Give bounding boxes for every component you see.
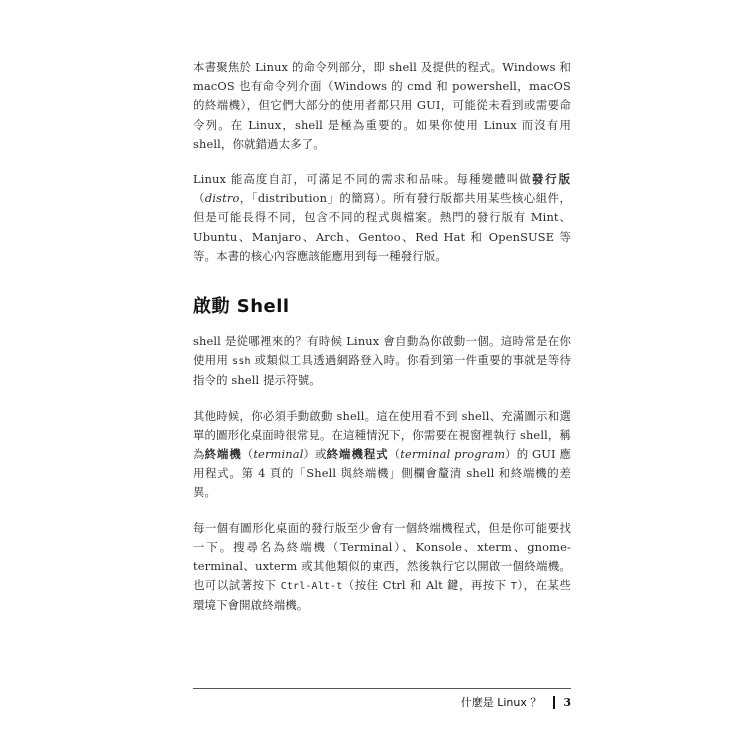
page-number: 3 [563,695,571,709]
paragraph-text: Linux 能高度自訂，可滿足不同的需求和品味。每種變體叫做 [193,172,532,187]
term-english: distro [204,191,240,206]
paragraph-text: 每一個有圖形化桌面的發行版至少會有一個終端機程式，但是你可能要找一下。搜尋名為終端機（Terminal）、Konsole、xterm、gnome-terminal、uxterm 或其他類似的東西，然後執行它以開啟一個終端機。也可以試著按下 [193,520,571,593]
paragraph-origin [193,332,571,391]
footer-chapter-title: 什麼是 Linux ？ [460,696,542,709]
paragraph-terminal [193,407,571,503]
paragraph-text: shell 是從哪裡來的？有時候 Linux 會自動為你啟動一個。這時常是在你使用用 [193,334,571,368]
footer-rule [193,688,571,689]
section-heading: 啟動 Shell [193,296,290,318]
term-english: terminal program [400,447,506,462]
page-body [193,58,571,632]
page-footer [461,694,571,710]
term-highlight: 發行版 [531,172,571,187]
term-highlight: 終端機程式 [326,447,389,462]
paragraph-text: （ [193,191,205,206]
paragraph-text: 本書聚焦於 Linux 的命令列部分，即 shell 及提供的程式。Windows 和 macOS 也有命令列介面（Windows 的 cmd 和 powershell，macOS 的終端機），但它們大部分的使用者都只用 GUI，可能從未看到或需要命令列。在 Linux，shell 是極為重要的。如果你使用 Linux 而沒有用 shell，你就錯過太多了。 [193,60,571,151]
code-keys: Ctrl-Alt-t [280,581,343,593]
paragraph-text: ）或 [303,447,327,462]
footer-separator [553,696,555,709]
paragraph-text: 其他時候，你必須手動啟動 shell。這在使用看不到 shell、充滿圖示和選單的圖形化桌面時很常見。在這種情況下，你需要在視窗裡執行 shell，稱為 [193,408,571,462]
paragraph-text: ）的 GUI 應用程式。第 4 頁的「Shell 與終端機」側欄會釐清 shell 和終端機的差異。 [193,447,572,500]
paragraph-intro [193,58,571,154]
paragraph-find-terminal [193,519,571,616]
paragraph-distro [193,170,571,266]
paragraph-text: 或類似工具透過網路登入時。你看到第一件重要的事就是等待指令的 shell 提示符號。 [193,353,572,388]
paragraph-text: （ [388,447,401,462]
code-ssh: ssh [232,356,251,368]
paragraph-text: ），在某些環境下會開啟終端機。 [193,578,571,613]
term-english: terminal [253,447,304,462]
term-highlight: 終端機 [204,447,242,462]
paragraph-text: ，「distribution」的簡寫）。所有發行版都共用某些核心組件，但是可能長得不同，包含不同的程式與檔案。熱門的發行版有 Mint、Ubuntu、Manjaro、Arch、Gentoo、Red Hat 和 OpenSUSE 等等。本書的核心內容應該能應用到每一種發行版。 [193,191,571,263]
code-key-t: T [510,581,518,593]
paragraph-text: （按住 Ctrl 和 Alt 鍵，再按下 [342,578,507,593]
paragraph-text: （ [241,447,254,462]
